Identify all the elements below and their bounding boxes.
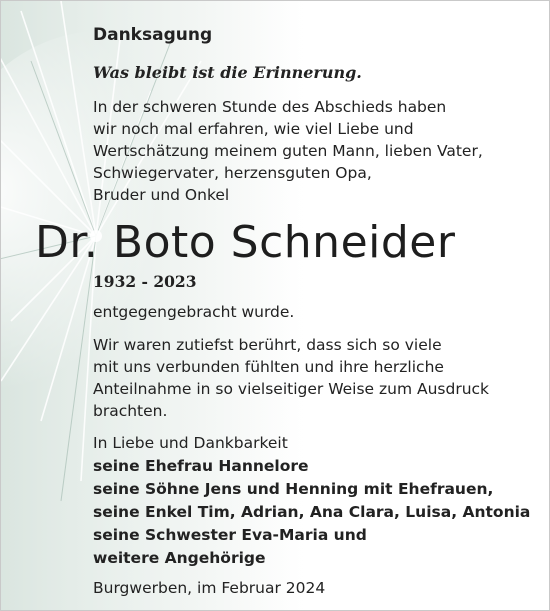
deceased-name: Dr. Boto Schneider bbox=[35, 217, 456, 268]
thanks-line: Wir waren zutiefst berührt, dass sich so viele bbox=[93, 336, 442, 354]
family-line: seine Enkel Tim, Adrian, Ana Clara, Luisa, Antonia bbox=[93, 503, 531, 521]
thanks-line: mit uns verbunden fühlten und ihre herzliche bbox=[93, 358, 444, 376]
notice-heading: Danksagung bbox=[93, 25, 213, 45]
family-line: seine Ehefrau Hannelore bbox=[93, 457, 309, 475]
family-line: weitere Angehörige bbox=[93, 549, 266, 567]
after-name-text: entgegengebracht wurde. bbox=[93, 303, 295, 321]
family-line: seine Söhne Jens und Henning mit Ehefrauen, bbox=[93, 480, 494, 498]
thanks-line: brachten. bbox=[93, 402, 168, 420]
place-date: Burgwerben, im Februar 2024 bbox=[93, 579, 326, 597]
intro-line: Wertschätzung meinem guten Mann, lieben Vater, bbox=[93, 142, 483, 160]
intro-line: wir noch mal erfahren, wie viel Liebe und bbox=[93, 120, 414, 138]
family-line: seine Schwester Eva-Maria und bbox=[93, 526, 367, 544]
life-dates: 1932 - 2023 bbox=[93, 272, 197, 291]
intro-line: Schwiegervater, herzensguten Opa, bbox=[93, 164, 372, 182]
closing-text: In Liebe und Dankbarkeit bbox=[93, 434, 288, 452]
motto: Was bleibt ist die Erinnerung. bbox=[93, 63, 362, 82]
intro-line: In der schweren Stunde des Abschieds haben bbox=[93, 98, 447, 116]
intro-line: Bruder und Onkel bbox=[93, 186, 230, 204]
thanks-line: Anteilnahme in so vielseitiger Weise zum Ausdruck bbox=[93, 380, 490, 398]
